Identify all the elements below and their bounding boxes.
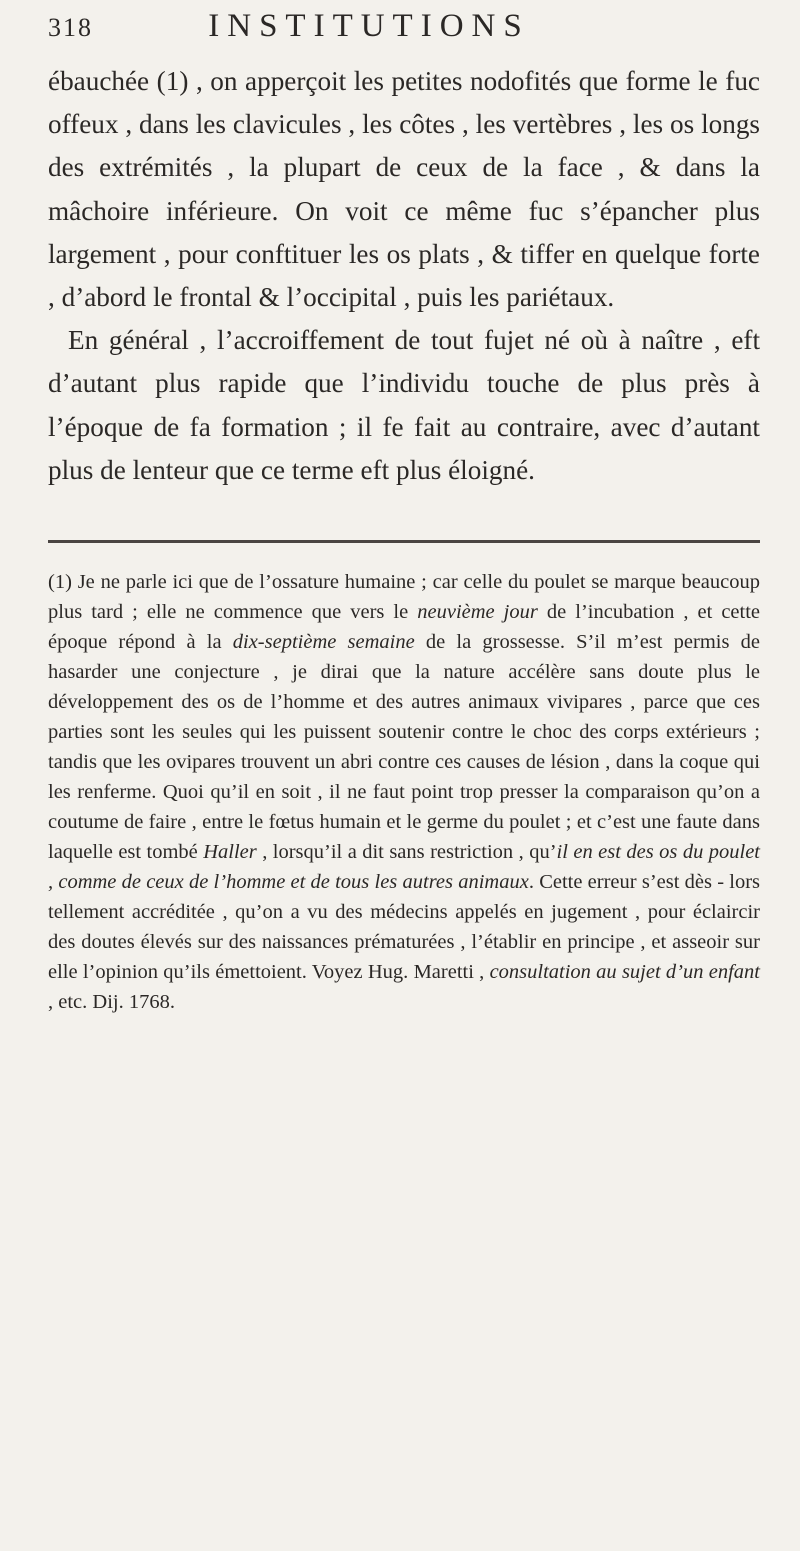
footnote-italic-1: neuvième jour xyxy=(417,601,538,624)
footnote-italic-2: dix-septième semaine xyxy=(232,631,415,654)
book-page xyxy=(48,8,760,1017)
footnote-text-4: , lorsqu’il a dit sans restriction , qu’ xyxy=(256,841,557,864)
footnote-divider xyxy=(48,540,760,543)
running-head xyxy=(48,8,760,60)
footnote-text-6: , etc. Dij. 1768. xyxy=(48,991,175,1014)
footnote-italic-5: consultation au sujet d’un enfant xyxy=(489,961,760,984)
footnote-italic-4: il en est des os du poulet , comme de ceux de l’homme et de tous les autres animaux xyxy=(48,841,761,894)
main-text xyxy=(48,60,760,492)
page-number: 318 xyxy=(48,13,93,42)
footnote-text-5: . Cette erreur s’est dès - lors tellement accréditée , qu’on a vu des médecins appelés en jugement , pour éclaircir des doutes élevés sur des naissances prématurées , l’établir en principe , et asseoir sur elle l’opinion qu’ils émettoient. Voyez Hug. Maretti , xyxy=(48,871,761,984)
footnote-text-1: (1) Je ne parle ici que de l’ossature humaine ; car celle du poulet se marque beaucoup plus tard ; elle ne commence que vers le xyxy=(48,571,760,624)
footnote xyxy=(48,567,760,1017)
running-title: INSTITUTIONS xyxy=(208,8,530,44)
paragraph-ossification: ébauchée (1) , on apperçoit les petites nodofités que forme le fuc offeux , dans les clavicules , les côtes , les vertèbres , les os longs des extrémités , la plupart de ceux de la face , & dans la mâchoire inférieure. On voit ce même fuc s’épancher plus largement , pour conftituer les os plats , & tiffer en quelque forte , d’abord le frontal & l’occipital , puis les pariétaux. xyxy=(48,66,760,313)
footnote-text-2: de l’incubation , et cette époque répond à la xyxy=(48,601,761,654)
paragraph-growth: En général , l’accroiffement de tout fujet né où à naître , eft d’autant plus rapide que l’individu touche de plus près à l’époque de fa formation ; il fe fait au contraire, avec d’autant plus de lenteur que ce terme eft plus éloigné. xyxy=(48,325,760,485)
footnote-italic-3: Haller xyxy=(203,841,257,864)
footnote-text-3: de la grossesse. S’il m’est permis de hasarder une conjecture , je dirai que la nature accélère sans doute plus le développement des os de l’homme et des autres animaux vivipares , parce que ces parties sont les seules qui les puissent soutenir contre le choc des corps extérieurs ; tandis que les ovipares trouvent un abri contre ces causes de lésion , dans la coque qui les renferme. Quoi qu’il en soit , il ne faut point trop presser la comparaison qu’on a coutume de faire , entre le fœtus humain et le germe du poulet ; et c’est une faute dans laquelle est tombé xyxy=(48,631,760,864)
